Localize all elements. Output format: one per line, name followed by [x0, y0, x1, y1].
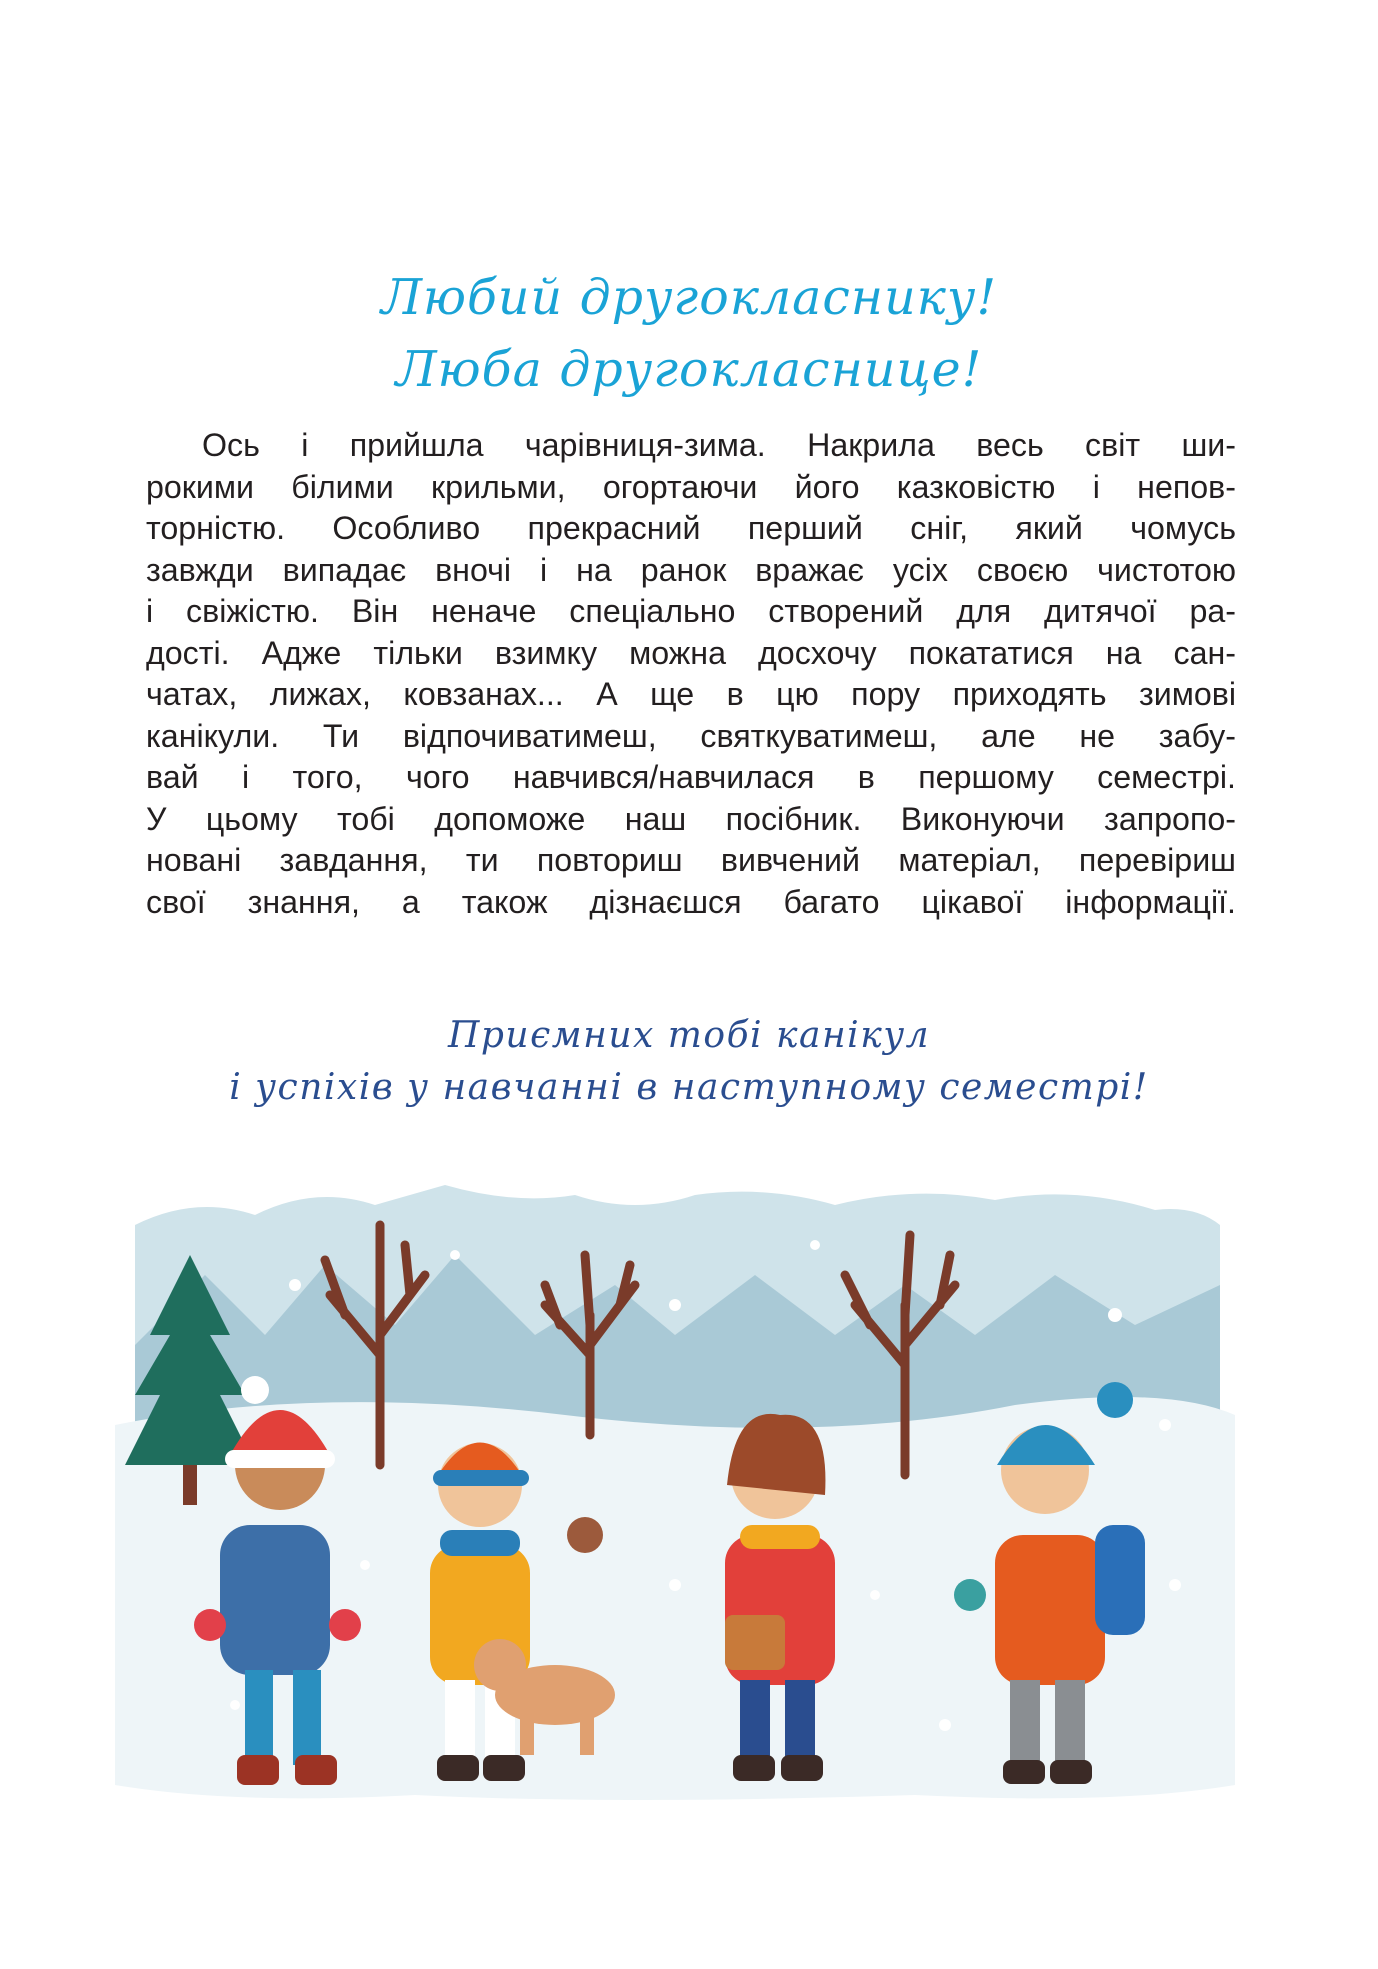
paragraph-line: новані завдання, ти повториш вивчений матеріал, перевіриш: [146, 842, 1236, 878]
winter-children-illustration-icon: [115, 1165, 1235, 1805]
intro-paragraph: [146, 425, 1236, 923]
paragraph-line: вай і того, чого навчився/навчилася в першому семестрі.: [146, 759, 1236, 795]
paragraph-line: завжди випадає вночі і на ранок вражає усіх своєю чистотою: [146, 551, 1236, 588]
paragraph-line: і свіжістю. Він неначе спеціально створений для дитячої ра-: [146, 593, 1236, 629]
greeting-line-1: Любий другокласнику!: [380, 269, 998, 326]
wishes-text: [0, 1010, 1378, 1114]
paragraph-line: чатах, лижах, ковзанах... А ще в цю пору приходять зимові: [146, 676, 1236, 712]
paragraph-line: канікули. Ти відпочиватимеш, святкуватимеш, але не забу-: [146, 717, 1236, 754]
paragraph-line: У цьому тобі допоможе наш посібник. Виконуючи запропо-: [146, 800, 1236, 837]
paragraph-line: Ось і прийшла чарівниця-зима. Накрила весь світ ши-: [202, 427, 1236, 463]
greeting-line-2: Люба другокласнице!: [395, 341, 983, 398]
greeting-title: [0, 262, 1378, 406]
paragraph-line: свої знання, а також дізнаєшся багато цікавої інформації.: [146, 883, 1236, 920]
paragraph-line: дості. Адже тільки взимку можна досхочу покататися на сан-: [146, 634, 1236, 671]
paragraph-line: торністю. Особливо прекрасний перший сніг, який чомусь: [146, 510, 1236, 546]
wishes-line-1: Приємних тобі канікул: [447, 1015, 930, 1056]
wishes-line-2: і успіхів у навчанні в наступному семестрі!: [229, 1067, 1149, 1108]
paragraph-line: рокими білими крильми, огортаючи його казковістю і непов-: [146, 468, 1236, 505]
